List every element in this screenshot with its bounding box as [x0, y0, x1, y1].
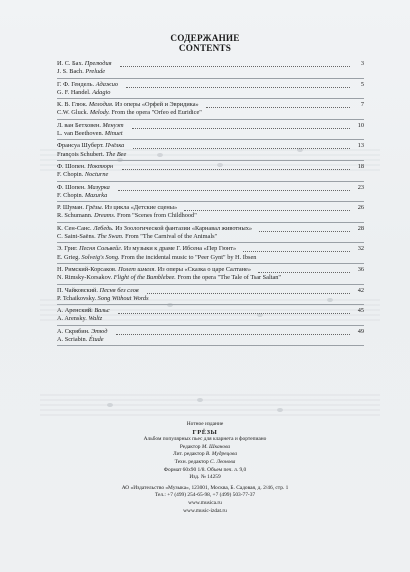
toc-entry[interactable] [57, 204, 364, 225]
toc-entry[interactable] [57, 81, 364, 102]
toc-title-ru: Этюд [91, 327, 108, 335]
toc-author-en: C.W. Gluck. [57, 109, 89, 117]
toc-entry-en [57, 192, 364, 200]
toc-title-en: Song Without Words [97, 294, 149, 302]
toc-title-ru: Грёзы. [85, 204, 104, 212]
toc-author-ru: И. С. Бах. [57, 60, 84, 67]
imprint-subtitle: Альбом популярных пьес для кларнета и фортепиано [143, 436, 267, 443]
toc-page-number: 5 [360, 80, 364, 88]
toc-source-en: From "Scenes from Childhood" [116, 212, 197, 220]
toc-author-ru: Ф. Шопен. [57, 162, 86, 170]
toc-entry-en [57, 130, 364, 138]
toc-entry-en [57, 295, 364, 303]
imprint-tech-editor: Техн. редактор С. Леонова [174, 458, 236, 465]
toc-page-number: 28 [357, 224, 364, 232]
toc-source-ru: Из оперы «Сказка о царе Салтане» [157, 265, 251, 273]
imprint-editor: Редактор М. Шканова [179, 443, 231, 450]
toc-title-en: Nocturne [84, 171, 109, 179]
toc-title-en: Dreams. [94, 212, 116, 220]
toc-entry[interactable] [57, 101, 364, 122]
toc-title-ru: Мелодия. [88, 101, 114, 109]
toc-dot-leader [259, 230, 350, 232]
toc-author-ru: А. Скрябин. [57, 327, 90, 335]
toc-page-number: 23 [357, 183, 364, 191]
toc-author-en: F. Chopin. [57, 171, 84, 179]
toc-title-ru: Вальс [94, 307, 110, 315]
imprint-phone: Тел.: +7 (499) 254-65-98, +7 (499) 503-77-37 [154, 492, 256, 499]
toc-entry-en [57, 89, 364, 97]
toc-title-ru: Лебедь. [93, 224, 114, 232]
toc-entry[interactable] [57, 225, 364, 246]
toc-entry-en [57, 254, 364, 262]
toc-author-en: G. F. Handel. [57, 88, 91, 96]
toc-author-en: J. S. Bach. [57, 68, 84, 76]
toc-title-ru: Песня без слов [99, 286, 139, 294]
toc-source-en: From the incidental music to "Peer Gynt" by H. Ibsen [121, 253, 257, 261]
imprint-website-2[interactable]: www.music-izdat.ru [183, 507, 227, 514]
toc-entry-en [57, 315, 364, 323]
toc-page-number: 36 [357, 265, 364, 273]
toc-title-en: Solveig's Song. [81, 253, 120, 261]
toc-title-ru: Пчёлка [105, 142, 125, 150]
toc-page-number: 49 [357, 327, 364, 335]
toc-title-ru: Мазурка [87, 183, 110, 191]
toc-dot-leader [133, 147, 350, 149]
toc-entry[interactable] [57, 142, 364, 163]
toc-title-ru: Менуэт [102, 121, 124, 129]
toc-entry[interactable] [57, 122, 364, 143]
toc-source-ru: Из оперы «Орфей и Эвридика» [115, 101, 199, 109]
toc-dot-leader [132, 127, 350, 129]
toc-source-ru: Из цикла «Детские сцены» [104, 204, 178, 212]
toc-title-en: Mazurka [84, 191, 108, 199]
toc-page-number: 13 [357, 142, 364, 150]
toc-title-en: Étude [88, 335, 104, 343]
toc-title-ru: Адажио [95, 80, 119, 88]
toc-title-en: Adagio [92, 88, 111, 96]
toc-author-en: N. Rimsky-Korsakov. [57, 274, 113, 282]
imprint-edition-type: Нотное издание [186, 421, 224, 427]
toc-dot-leader [243, 250, 350, 252]
toc-source-ru: Из музыки к драме Г. Ибсена «Пер Гюнт» [123, 245, 237, 253]
toc-author-ru: Г. Ф. Гендель. [57, 80, 95, 88]
toc-page-number: 7 [360, 101, 364, 109]
toc-title-en: Melody. [89, 109, 110, 117]
toc-title-en: Waltz [88, 315, 103, 323]
imprint-website-1[interactable]: www.musica.ru [188, 499, 222, 506]
toc-entry-en [57, 274, 364, 282]
toc-author-en: F. Chopin. [57, 191, 84, 199]
toc-source-ru: Из Зоологической фантазии «Карнавал животных» [115, 224, 253, 232]
toc-page-number: 45 [357, 307, 364, 315]
toc-page-number: 10 [357, 121, 364, 129]
toc-entry[interactable] [57, 245, 364, 266]
toc-title-ru: Ноктюрн [87, 162, 114, 170]
toc-entry[interactable] [57, 60, 364, 81]
toc-entry-en [57, 336, 364, 344]
toc-author-en: C. Saint-Saëns. [57, 232, 96, 240]
imprint-izd-number: Изд. № 14259 [189, 474, 221, 481]
contents-title-ru: СОДЕРЖАНИЕ [170, 33, 240, 43]
toc-page-number: 42 [357, 286, 364, 294]
toc-author-en: L. van Beethoven. [57, 129, 104, 137]
toc-page-number: 32 [357, 245, 364, 253]
toc-entry[interactable] [57, 266, 364, 287]
toc-page-number: 3 [360, 60, 364, 67]
toc-dot-leader [126, 86, 350, 88]
toc-page-number: 26 [357, 204, 364, 212]
toc-dot-leader [116, 333, 350, 335]
toc-dot-leader [118, 189, 350, 191]
toc-author-ru: Р. Шуман. [57, 204, 84, 212]
toc-title-en: Prelude [85, 68, 106, 76]
contents-title-en: CONTENTS [178, 43, 232, 53]
toc-dot-leader [184, 209, 350, 211]
toc-dot-leader [147, 292, 350, 294]
toc-dot-leader [206, 106, 351, 108]
toc-author-en: P. Tchaikovsky. [57, 294, 97, 302]
toc-author-en: A. Arensky. [57, 315, 87, 323]
toc-title-en: The Swan. [97, 232, 124, 240]
toc-source-en: From the opera "The Tale of Tsar Saltan" [177, 274, 281, 282]
toc-page-number: 18 [357, 162, 364, 170]
toc-author-ru: Франсуа Шуберт. [57, 142, 104, 150]
toc-entry[interactable] [57, 307, 364, 328]
toc-entry[interactable] [57, 287, 364, 308]
toc-entry-en [57, 109, 364, 117]
toc-entry-en [57, 151, 364, 159]
imprint-title: ГРЁЗЫ [192, 428, 218, 436]
toc-author-en: François Schubert. [57, 150, 105, 158]
toc-author-ru: Л. ван Бетховен. [57, 121, 101, 129]
toc-title-ru: Полет шмеля. [118, 265, 157, 273]
toc-title-en: Minuet [104, 129, 123, 137]
toc-author-en: E. Grieg. [57, 253, 80, 261]
toc-author-en: R. Schumann. [57, 212, 93, 220]
toc-title-ru: Песня Сольвейг. [79, 245, 123, 253]
toc-entry[interactable] [57, 328, 364, 349]
toc-dot-leader [120, 65, 350, 67]
toc-dot-leader [258, 271, 350, 273]
toc-title-en: Flight of the Bumblebee. [113, 274, 176, 282]
toc-entry[interactable] [57, 184, 364, 205]
toc-entry-en [57, 212, 364, 220]
toc-title-ru: Прелюдия [84, 60, 112, 67]
imprint-format: Формат 60х90 1/8. Объем печ. л. 9,0 [163, 466, 247, 473]
toc-author-ru: Э. Григ. [57, 245, 78, 253]
toc-source-en: From "The Carnival of the Animals" [125, 232, 218, 240]
imprint-address: АО «Издательство «Музыка», 123001, Москва, Б. Садовая, д. 2/46, стр. 1 [121, 484, 289, 491]
toc-author-ru: К. Сен-Санс. [57, 224, 92, 232]
toc-author-ru: К. В. Глюк. [57, 101, 88, 109]
toc-author-ru: Ф. Шопен. [57, 183, 86, 191]
toc-author-en: A. Scriabin. [57, 335, 88, 343]
toc-dot-leader [122, 168, 350, 170]
toc-title-en: The Bee [105, 150, 127, 158]
table-of-contents [57, 60, 364, 348]
toc-dot-leader [118, 312, 350, 314]
toc-entry-en [57, 171, 364, 179]
toc-source-en: From the opera "Orfeo ed Euridice" [111, 109, 202, 117]
toc-entry-en [57, 68, 364, 76]
toc-entry[interactable] [57, 163, 364, 184]
imprint-lit-editor: Лит. редактор В. Мудрецова [172, 451, 238, 458]
toc-author-ru: А. Аренский. [57, 307, 93, 315]
toc-author-ru: Н. Римский-Корсаков. [57, 265, 117, 273]
toc-author-ru: П. Чайковский. [57, 286, 98, 294]
toc-entry-en [57, 233, 364, 241]
imprint-block [0, 421, 410, 515]
